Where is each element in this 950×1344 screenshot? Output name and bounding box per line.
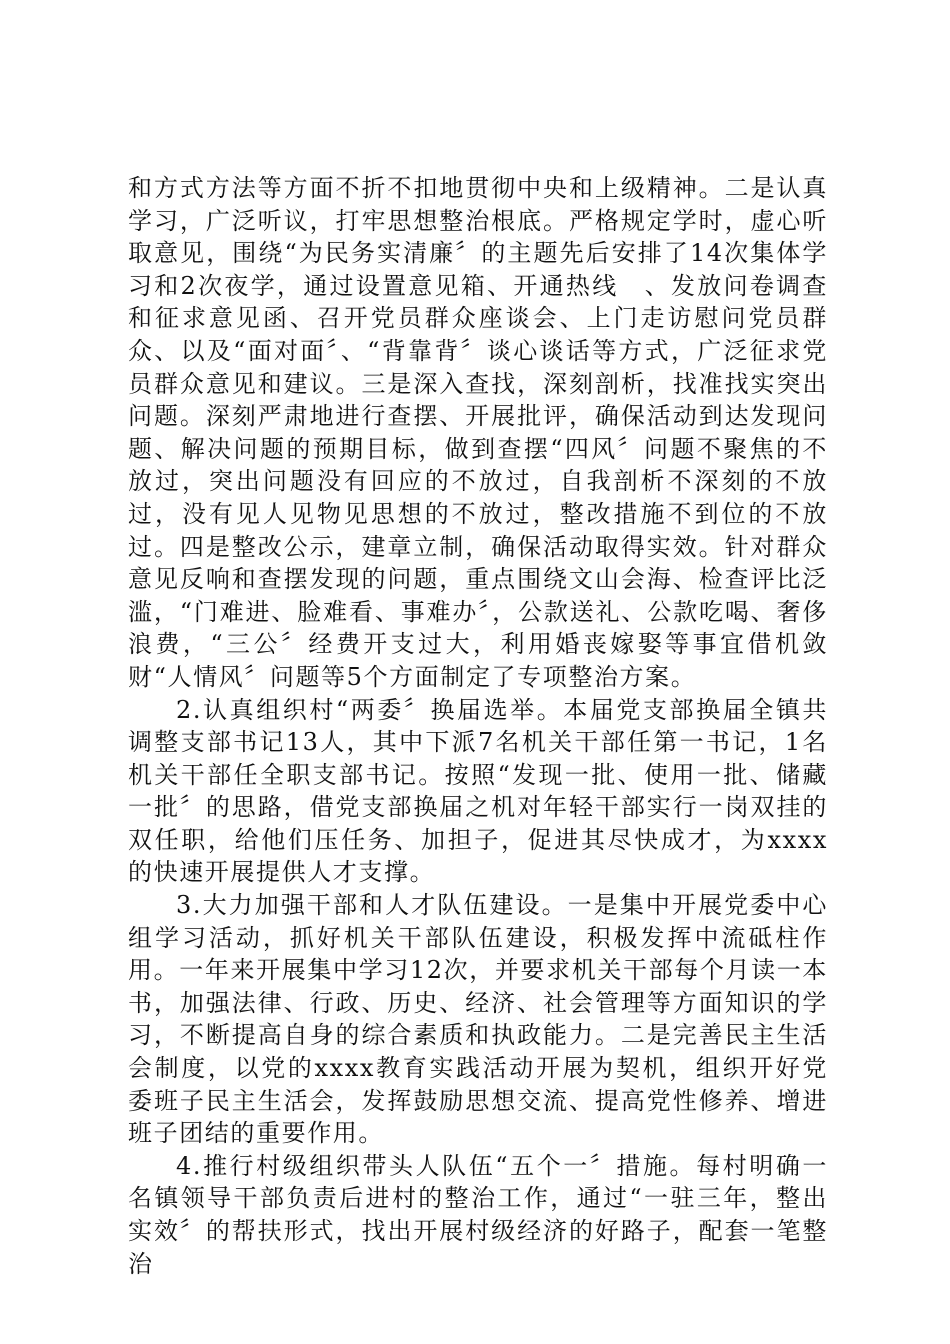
paragraph-village-election: 2.认真组织村“两委〞换届选举。本届党支部换届全镇共调整支部书记13人，其中下派7名机关干部任第一书记，1名机关干部任全职支部书记。按照“发现一批、使用一批、储藏一批〞的思路，借党支部换届之机对年轻干部实行一岗双挂的双任职，给他们压任务、加担子，促进其尽快成才，为xxxx的快速开展提供人才支撑。 [128,695,828,887]
paragraph-village-leaders-measures: 4.推行村级组织带头人队伍“五个一〞措施。每村明确一名镇领导干部负责后进村的整治工作，通过“一驻三年，整出实效〞的帮扶形式，找出开展村级经济的好路子，配套一笔整治 [128,1151,828,1278]
paragraph-cadre-team-building: 3.大力加强干部和人才队伍建设。一是集中开展党委中心组学习活动，抓好机关干部队伍建设，积极发挥中流砥柱作用。一年来开展集中学习12次，并要求机关干部每个月读一本书，加强法律、行政、历史、经济、社会管理等方面知识的学习，不断提高自身的综合素质和执政能力。二是完善民主生活会制度，以党的xxxx教育实践活动开展为契机，组织开好党委班子民主生活会，发挥鼓励思想交流、提高党性修养、增进班子团结的重要作用。 [128,891,828,1148]
paragraph-continuation: 和方式方法等方面不折不扣地贯彻中央和上级精神。二是认真学习，广泛听议，打牢思想整治根底。严格规定学时，虚心听取意见，围绕“为民务实清廉〞的主题先后安排了14次集体学习和2次夜学，通过设置意见箱、开通热线 、发放问卷调查和征求意见函、召开党员群众座谈会、上门走访慰问党员群众、以及“面对面〞、“背靠背〞谈心谈话等方式，广泛征求党员群众意见和建议。三是深入查找，深刻剖析，找准找实突出问题。深刻严肃地进行查摆、开展批评，确保活动到达发现问题、解决问题的预期目标，做到查摆“四风〞问题不聚焦的不放过，突出问题没有回应的不放过，自我剖析不深刻的不放过，没有见人见物见思想的不放过，整改措施不到位的不放过。四是整改公示，建章立制，确保活动取得实效。针对群众意见反响和查摆发现的问题，重点围绕文山会海、检查评比泛滥，“门难进、脸难看、事难办〞，公款送礼、公款吃喝、奢侈浪费，“三公〞经费开支过大，利用婚丧嫁娶等事宜借机敛财“人情风〞问题等5个方面制定了专项整治方案。 [128,174,828,691]
document-body [128,172,828,1280]
